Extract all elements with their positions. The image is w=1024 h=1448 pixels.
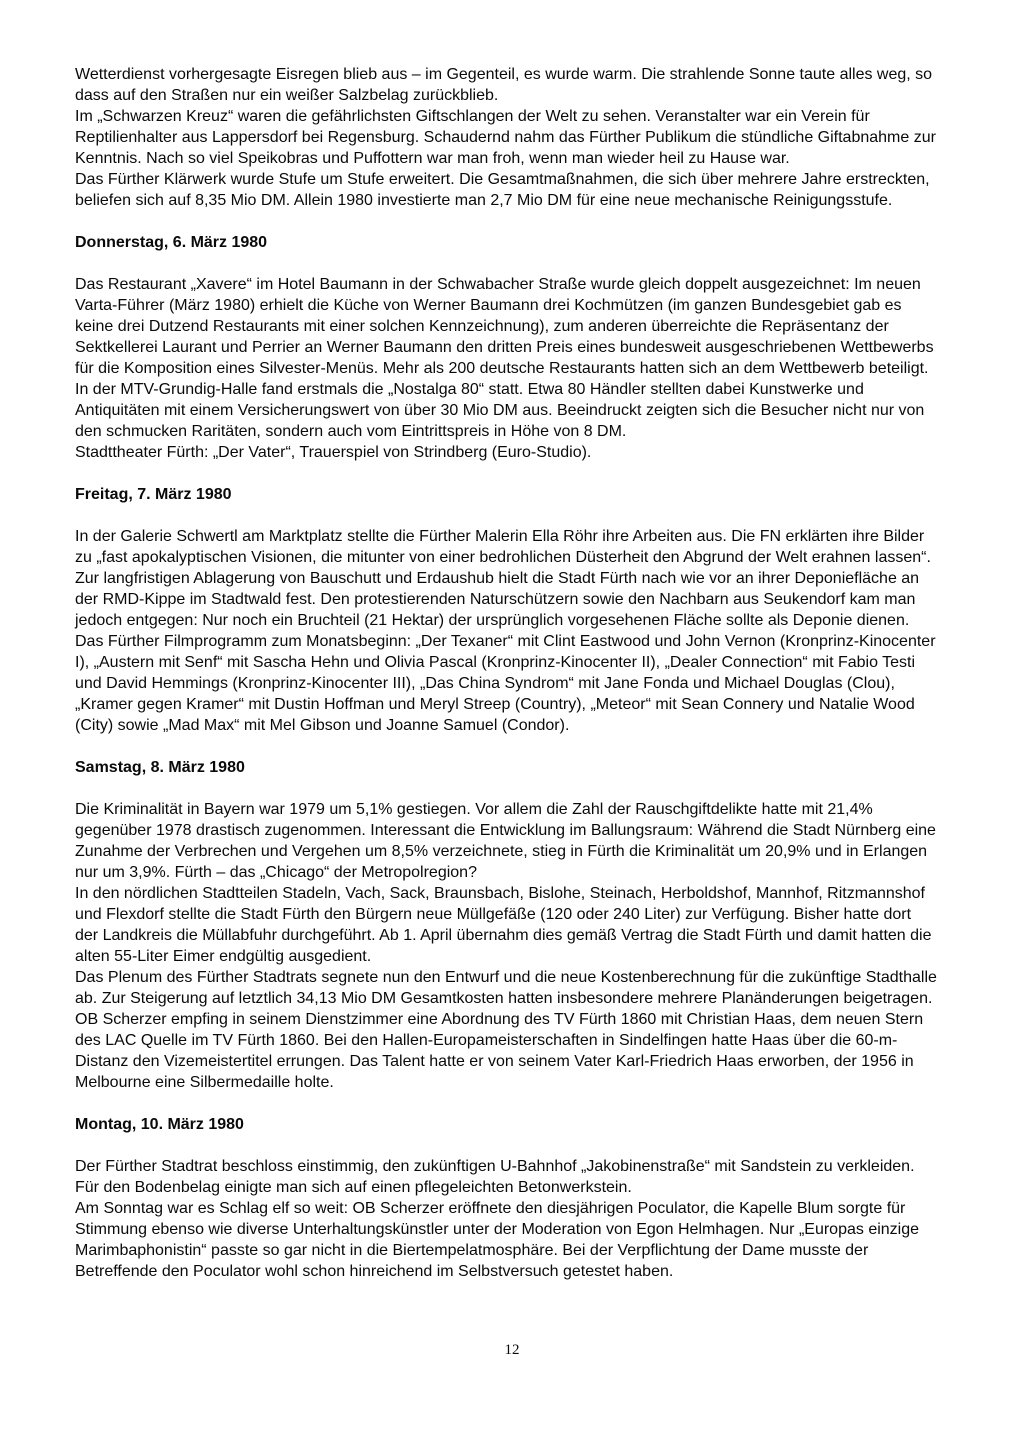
paragraph: Wetterdienst vorhergesagte Eisregen blieb aus – im Gegenteil, es wurde warm. Die strahlende Sonne taute alles weg, so dass auf den Straßen nur ein weißer Salzbelag zurückblieb.: [75, 66, 933, 104]
paragraph: Das Plenum des Fürther Stadtrats segnete nun den Entwurf und die neue Kostenberechnung für die zukünftige Stadthalle ab. Zur Steigerung auf letztlich 34,13 Mio DM Gesamtkosten hatten insbesondere mehrere Planänderungen beigetragen.: [75, 969, 937, 1007]
paragraph: Der Fürther Stadtrat beschloss einstimmig, den zukünftigen U-Bahnhof „Jakobinenstraße“ mit Sandstein zu verkleiden. Für den Bodenbelag einigte man sich auf einen pflegeleichten Betonwerkstein.: [75, 1158, 915, 1196]
section-samstag-8-maerz: [75, 757, 937, 1093]
section-montag-10-maerz: [75, 1114, 937, 1282]
paragraph: Das Fürther Klärwerk wurde Stufe um Stufe erweitert. Die Gesamtmaßnahmen, die sich über mehrere Jahre erstreckten, beliefen sich auf 8,35 Mio DM. Allein 1980 investierte man 2,7 Mio DM für eine neue mechanische Reinigungsstufe.: [75, 171, 930, 209]
paragraph: Zur langfristigen Ablagerung von Bauschutt und Erdaushub hielt die Stadt Fürth nach wie vor an ihrer Deponiefläche an der RMD-Kippe im Stadtwald fest. Den protestierenden Naturschützern sowie den Nachbarn aus Seukendorf kam man jedoch entgegen: Nur noch ein Bruchteil (21 Hektar) der ursprünglich vorgesehenen Fläche sollte als Deponie dienen.: [75, 570, 920, 629]
paragraph: In der MTV-Grundig-Halle fand erstmals die „Nostalga 80“ statt. Etwa 80 Händler stellten dabei Kunstwerke und Antiquitäten mit einem Versicherungswert von über 30 Mio DM aus. Beeindruckt zeigten sich die Besucher nicht nur von den schmucken Raritäten, sondern auch vom Eintrittspreis in Höhe von 8 DM.: [75, 381, 925, 440]
page-number: 12: [504, 1342, 520, 1358]
paragraph: Die Kriminalität in Bayern war 1979 um 5,1% gestiegen. Vor allem die Zahl der Rauschgiftdelikte hatte mit 21,4% gegenüber 1978 drastisch zugenommen. Interessant die Entwicklung im Ballungsraum: Während die Stadt Nürnberg eine Zunahme der Verbrechen und Vergehen um 8,5% verzeichnete, stieg in Fürth die Kriminalität um 20,9% und in Erlangen nur um 3,9%. Fürth – das „Chicago“ der Metropolregion?: [75, 801, 936, 881]
paragraph: Am Sonntag war es Schlag elf so weit: OB Scherzer eröffnete den diesjährigen Poculator, die Kapelle Blum sorgte für Stimmung ebenso wie diverse Unterhaltungskünstler unter der Moderation von Egon Helmhagen. Nur „Europas einzige Marimbaphonistin“ passte so gar nicht in die Biertempelatmosphäre. Bei der Verpflichtung der Dame musste der Betreffende den Poculator wohl schon hinreichend im Selbstversuch getestet haben.: [75, 1200, 920, 1280]
date-heading: Freitag, 7. März 1980: [75, 486, 232, 503]
text-content: [75, 64, 937, 1282]
section-intro: [75, 64, 937, 211]
paragraph: In den nördlichen Stadtteilen Stadeln, Vach, Sack, Braunsbach, Bislohe, Steinach, Herboldshof, Mannhof, Ritzmannshof und Flexdorf stellte die Stadt Fürth den Bürgern neue Müllgefäße (120 oder 240 Liter) zur Verfügung. Bisher hatte dort der Landkreis die Müllabfuhr durchgeführt. Ab 1. April übernahm dies gemäß Vertrag die Stadt Fürth und damit hatten die alten 55-Liter Eimer endgültig ausgedient.: [75, 885, 932, 965]
paragraph: Das Restaurant „Xavere“ im Hotel Baumann in der Schwabacher Straße wurde gleich doppelt ausgezeichnet: Im neuen Varta-Führer (März 1980) erhielt die Küche von Werner Baumann drei Kochmützen (im ganzen Bundesgebiet gab es keine drei Dutzend Restaurants mit einer solchen Kennzeichnung), zum anderen überreichte die Repräsentanz der Sektkellerei Laurant und Perrier an Werner Baumann den dritten Preis eines bundesweit ausgeschriebenen Wettbewerbs für die Komposition eines Silvester-Menüs. Mehr als 200 deutsche Restaurants hatten sich an dem Wettbewerb beteiligt.: [75, 276, 934, 377]
paragraph: In der Galerie Schwertl am Marktplatz stellte die Fürther Malerin Ella Röhr ihre Arbeiten aus. Die FN erklärten ihre Bilder zu „fast apokalyptischen Visionen, die mitunter von einer bedrohlichen Düsterheit den Abgrund der Welt erahnen lassen“.: [75, 528, 931, 566]
paragraph: OB Scherzer empfing in seinem Dienstzimmer eine Abordnung des TV Fürth 1860 mit Christian Haas, dem neuen Stern des LAC Quelle im TV Fürth 1860. Bei den Hallen-Europameisterschaften in Sindelfingen hatte Haas über die 60-m-Distanz den Vizemeistertitel errungen. Das Talent hatte er von seinem Vater Karl-Friedrich Haas erworben, der 1956 in Melbourne eine Silbermedaille holte.: [75, 1011, 924, 1091]
date-heading: Montag, 10. März 1980: [75, 1116, 244, 1133]
section-donnerstag-6-maerz: [75, 232, 937, 463]
section-freitag-7-maerz: [75, 484, 937, 736]
paragraph: Das Fürther Filmprogramm zum Monatsbeginn: „Der Texaner“ mit Clint Eastwood und John Vernon (Kronprinz-Kinocenter I), „Austern mit Senf“ mit Sascha Hehn und Olivia Pascal (Kronprinz-Kinocenter II), „Dealer Connection“ mit Fabio Testi und David Hemmings (Kronprinz-Kinocenter III), „Das China Syndrom“ mit Jane Fonda und Michael Douglas (Clou), „Kramer gegen Kramer“ mit Dustin Hoffman und Meryl Streep (Country), „Meteor“ mit Sean Connery und Natalie Wood (City) sowie „Mad Max“ mit Mel Gibson und Joanne Samuel (Condor).: [75, 633, 936, 734]
paragraph: Im „Schwarzen Kreuz“ waren die gefährlichsten Giftschlangen der Welt zu sehen. Veranstalter war ein Verein für Reptilienhalter aus Lappersdorf bei Regensburg. Schaudernd nahm das Fürther Publikum die stündliche Giftabnahme zur Kenntnis. Nach so viel Speikobras und Puffottern war man froh, wenn man wieder heil zu Hause war.: [75, 108, 936, 167]
date-heading: Samstag, 8. März 1980: [75, 759, 245, 776]
date-heading: Donnerstag, 6. März 1980: [75, 234, 268, 251]
paragraph: Stadttheater Fürth: „Der Vater“, Trauerspiel von Strindberg (Euro-Studio).: [75, 444, 592, 461]
